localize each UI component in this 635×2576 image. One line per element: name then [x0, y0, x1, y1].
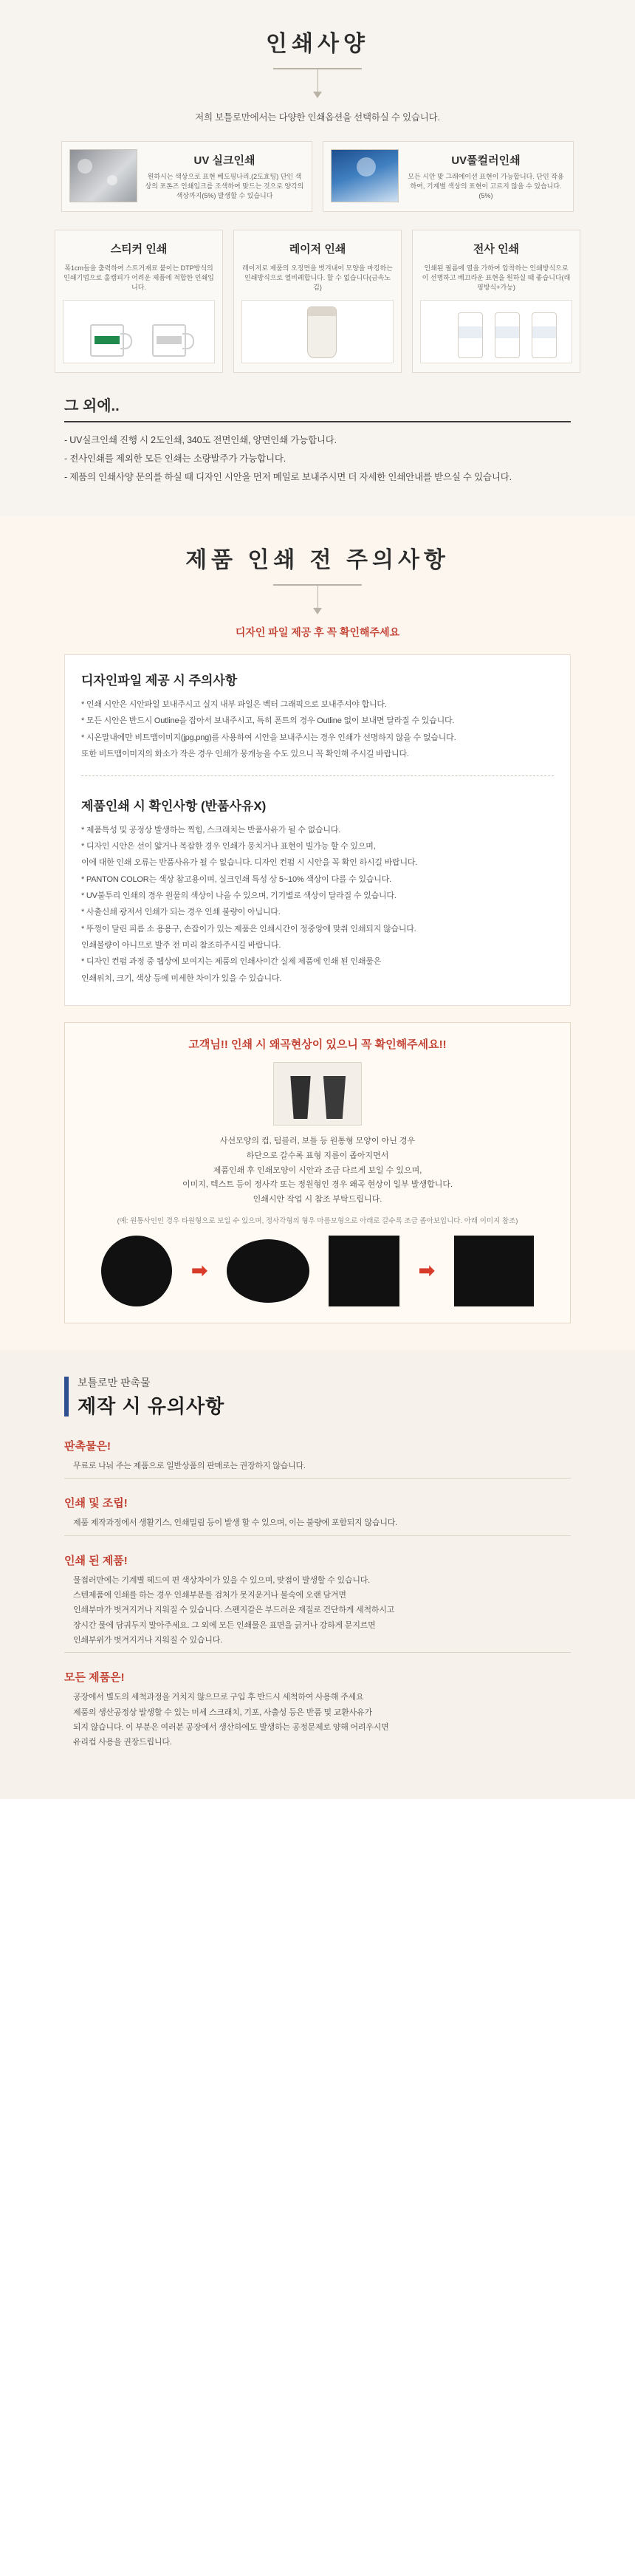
accent-bar [64, 1377, 69, 1417]
arrow-down-icon [313, 92, 322, 98]
etc-title-wrap [64, 394, 571, 422]
card-photo-uv-fullcolor [331, 149, 399, 202]
design-file-cautions-box [64, 654, 571, 1006]
card-transfer [412, 230, 580, 373]
note-head: 판촉물은! [64, 1439, 111, 1453]
note-block-printed-product [64, 1552, 571, 1654]
section-subtitle: 저희 보틀로만에서는 다양한 인쇄옵션을 선택하실 수 있습니다. [195, 112, 440, 123]
box2-item: 인쇄불량이 아니므로 발주 전 미리 참조하주시길 바랍니다. [81, 940, 281, 950]
section-pre-print-cautions [0, 516, 635, 1350]
box2-item: * 뚜껑이 달린 피름 소 용용구, 손잡이가 있는 제품은 인쇄시간이 정중앙에 맞취 인쇄되지 않습니다. [81, 924, 416, 934]
note-line: 인쇄부마가 벗겨지거나 지워질 수 있습니다. 스펜지같은 부드러운 재질로 건단하게 세척하시고 [73, 1606, 395, 1615]
card-image-sticker [63, 300, 215, 363]
section3-body [64, 1438, 571, 1750]
box2-item: * 디자인 컨펌 과정 중 웹상에 보여지는 제품의 인쇄사이간 실제 제품에 인쇄 된 인쇄물은 [81, 957, 382, 967]
note-head: 인쇄 된 제품! [64, 1554, 128, 1567]
warning-line: 제품인쇄 후 인쇄모양이 시안과 조금 다르게 보일 수 있으며, [213, 1165, 422, 1175]
card-desc: 레이저로 제품의 오징면을 벗겨내어 모양을 마킹하는 인쇄방식으로 열비례합니다. 할 수 없습니다(금속노김) [242, 264, 393, 292]
box1-item: * 모든 시안은 반드시 Outline을 잡아서 보내주시고, 특히 폰트의 경우 Outline 없이 보내면 달라질 수 있습니다. [81, 716, 455, 726]
card-desc: 인쇄된 필름에 열을 가하여 압착하는 인쇄방식으로 이 선명하고 베끄라운 표현을 원하실 때 좋습니다(래핑방식+가능) [422, 264, 571, 292]
warning-title: 고객님!! 인쇄 시 왜곡현상이 있으니 꼭 확인해주세요!! [188, 1038, 447, 1051]
shape-ellipse [227, 1239, 309, 1303]
etc-box [64, 394, 571, 487]
box2-item: * 제품특성 및 공정상 발생하는 찍힘, 스크래치는 반품사유가 될 수 없습니다. [81, 825, 341, 835]
warning-note: (예: 원통사인인 경우 타원형으로 보일 수 있으며, 정사각형의 형우 마름모형으로 아래로 갈수록 조금 좁아보입니다. 아래 이미지 참조) [117, 1216, 518, 1225]
section3-small-title: 보틀로만 판촉물 [78, 1376, 151, 1388]
print-option-cards-row-2 [0, 230, 635, 373]
etc-item: - 제품의 인쇄사양 문의를 하실 때 디자인 시안을 먼저 메일로 보내주시면 더 자세한 인쇄안내를 받으실 수 있습니다. [64, 472, 512, 483]
note-head: 모든 제품은! [64, 1671, 125, 1685]
etc-list [64, 431, 571, 487]
note-line: 제품의 생산공정상 발생할 수 있는 미세 스크래치, 기포, 사출성 등은 반품 및 교환사유가 [73, 1707, 372, 1717]
card-title: UV 실크인쇄 [193, 154, 255, 167]
arrow-right-icon: ➡ [191, 1259, 207, 1282]
note-head: 인쇄 및 조립! [64, 1497, 128, 1510]
card-title: 레이저 인쇄 [289, 243, 346, 256]
card-title: 전사 인쇄 [473, 243, 520, 256]
note-line: 무료로 나눠 주는 제품으로 일반상품의 판매로는 권장하지 않습니다. [73, 1461, 306, 1470]
etc-item: - UV실크인쇄 진행 시 2도인쇄, 340도 전면인쇄, 양면인쇄 가능합니다. [64, 435, 337, 446]
dashed-separator [81, 775, 554, 776]
box1-item: * 시온말내에만 비트맵이미지(jpg,png)를 사용하여 시안을 보내주시는 경우 인쇄가 선명하지 않을 수 없습니다. [81, 733, 456, 742]
warning-line: 사선모양의 컵, 텀블러, 보틀 등 원통형 모양이 아닌 경우 [219, 1136, 416, 1145]
print-option-cards-row-1 [0, 141, 635, 212]
section3-big-title: 제작 시 유의사항 [78, 1394, 225, 1417]
shape-trapezoid [454, 1236, 534, 1306]
warning-line: 하단으로 갈수록 표형 지름이 좁아지면서 [246, 1151, 389, 1160]
box2-item: * UV불투리 인쇄의 경우 원물의 색상이 나올 수 있으며, 기기별로 색상이 달라질 수 있습니다. [81, 891, 397, 900]
note-line: 제품 제작과정에서 생활기스, 인쇄밀림 등이 발생 할 수 있으며, 이는 불량에 포함되지 않습니다. [73, 1518, 398, 1528]
note-block-all-products [64, 1669, 571, 1750]
card-image-transfer [420, 300, 572, 363]
section3-header [64, 1375, 571, 1419]
box2-item: 인쇄위치, 크기, 색상 등에 미세한 차이가 있을 수 있습니다. [81, 973, 282, 983]
arrow-down-icon-2 [313, 608, 322, 614]
box1-title: 디자인파일 제공 시 주의사항 [81, 674, 238, 688]
card-title: 스티커 인쇄 [110, 243, 168, 256]
box2-item: * 사출신쇄 광저서 인쇄가 되는 경우 인쇄 불량이 아닙니다. [81, 908, 281, 917]
card-image-laser [241, 300, 394, 363]
section-print-spec [0, 0, 635, 516]
box2-item: * PANTON COLOR는 색상 참고용이며, 실크인쇄 특성 상 5~10% 색상이 다를 수 있습니다. [81, 874, 392, 884]
note-divider [64, 1652, 571, 1653]
section2-subtitle: 디자인 파일 제공 후 꼭 확인해주세요 [235, 626, 400, 639]
box2-title: 제품인쇄 시 확인사항 (반품사유X) [81, 798, 267, 813]
note-line: 유리컵 사용을 권장드립니다. [73, 1738, 172, 1747]
warning-images [81, 1062, 554, 1126]
card-photo-uv-silk [69, 149, 137, 202]
card-uv-fullcolor [323, 141, 574, 212]
box1-item: * 인쇄 시안은 시안파일 보내주시고 실지 내부 파일은 벡터 그래픽으로 보내주셔야 합니다. [81, 700, 387, 710]
card-desc: 폭1cm들을 출력하여 스트거재료 붙이는 DTP방식의 인쇄기법으로 홀캠피가 어려운 제품에 적합한 인쇄입니다. [64, 264, 214, 292]
note-block-print-assembly [64, 1495, 571, 1535]
warning-image-cups [273, 1062, 362, 1126]
section2-title: 제품 인쇄 전 주의사항 [185, 548, 450, 573]
shape-comparison-row [81, 1236, 554, 1306]
box2-item: * 디자인 시안은 선이 얇거나 복잡한 경우 인쇄가 뭉치거나 표현이 빌가능 할 수 있으며, [81, 841, 376, 851]
section-production-notes [0, 1350, 635, 1799]
shape-square [329, 1236, 399, 1306]
arrow-right-icon: ➡ [419, 1259, 435, 1282]
box1-item: 또한 비트맵이미지의 화소가 작은 경우 인쇄가 뭉개능을 수도 있으니 꼭 확인해 주시길 바랍니다. [81, 750, 409, 759]
card-sticker [55, 230, 223, 373]
card-desc: 모든 시안 맞 그래에이션 표현이 가능합니다. 단인 작용하여, 기계별 색상의 표현이 고르지 않을 수 있습니다.(5%) [408, 173, 564, 200]
box2-item: 이에 대한 인쇄 오류는 반품사유가 될 수 없습니다. 디자인 컨펌 시 시안을 꼭 확인 하시길 바랍니다. [81, 858, 418, 868]
note-line: 물접러만에는 기계별 헤드여 편 색상차이가 있을 수 있으며, 맞점이 발생할 수 있습니다. [73, 1575, 371, 1585]
etc-title: 그 외에.. [64, 398, 120, 415]
warning-line: 이미지, 텍스트 등이 정사각 또는 정원형인 경우 왜곡 현상이 일부 발생합니다. [182, 1180, 453, 1190]
note-line: 장시간 물에 담궈두지 말아주세요. 그 외에 모든 인쇄물은 표면을 긁거나 강하게 문지르면 [73, 1620, 376, 1630]
page-title: 인쇄사양 [266, 32, 369, 56]
note-line: 인쇄부위가 벗겨지거나 지워질 수 있습니다. [73, 1636, 222, 1645]
card-desc: 원하시는 색상으로 표현 베도핑나리.(2도효팅) 단인 색상의 포톤즈 인쇄입크를 조색하여 맞드는 것으로 양각의 색상까지(5%) 발생할 수 있습니다 [145, 173, 304, 200]
shape-circle [101, 1236, 172, 1306]
warning-line: 인쇄시안 작업 시 참조 부탁드립니다. [253, 1195, 382, 1205]
card-laser [233, 230, 402, 373]
note-line: 스텐제품에 인쇄를 하는 경우 인쇄부분를 검처가 못지운거나 불숙에 오랜 담겨면 [73, 1590, 346, 1600]
card-title: UV풀컬러인쇄 [451, 154, 521, 167]
note-divider [64, 1535, 571, 1536]
etc-item: - 전사인쇄를 제외한 모든 인쇄는 소량발주가 가능합니다. [64, 453, 286, 465]
note-line: 되지 않습니다. 이 부분은 여러분 공장에서 생산하에도 발생하는 공정문제로 양해 어려우시면 [73, 1723, 389, 1733]
note-block-promotional [64, 1438, 571, 1479]
distortion-warning-box [64, 1022, 571, 1323]
note-line: 공장에서 별도의 세척과정을 거치지 않으므로 구입 후 반드시 세척하여 사용해 주세요 [73, 1693, 364, 1702]
note-divider [64, 1478, 571, 1479]
card-uv-silk [61, 141, 312, 212]
